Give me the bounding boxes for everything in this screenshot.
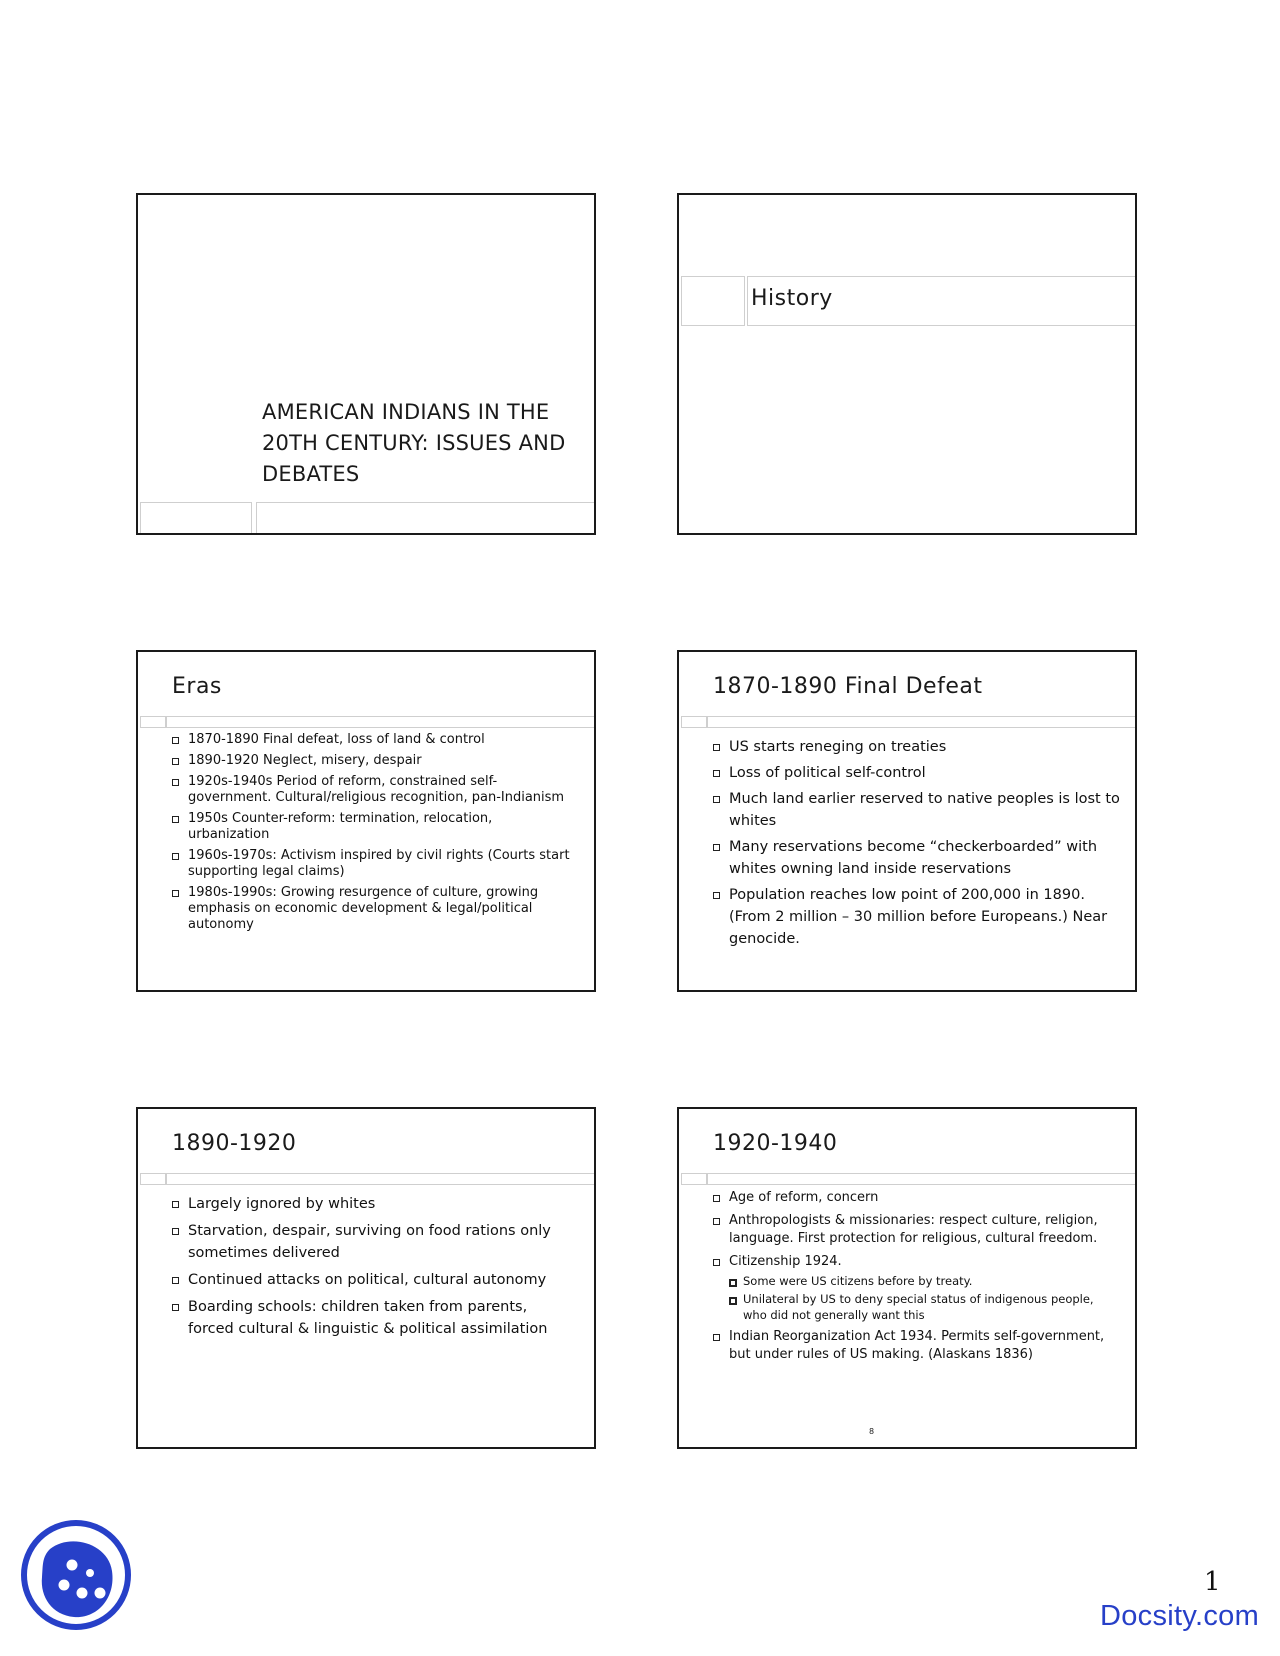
slide-1920-1940 xyxy=(677,1107,1137,1449)
title-divider xyxy=(707,716,1137,728)
title-divider-left xyxy=(681,1173,707,1185)
title-divider xyxy=(707,1173,1137,1185)
sub-bullet-item: Unilateral by US to deny special status of indigenous people, who did not generally want this xyxy=(729,1291,1113,1323)
bullet-text: Citizenship 1924. xyxy=(729,1254,842,1269)
bullet-item: Boarding schools: children taken from parents, forced cultural & linguistic & political assimilation xyxy=(172,1296,572,1340)
slide-1890-1920 xyxy=(136,1107,596,1449)
bullet-item: Starvation, despair, surviving on food rations only sometimes delivered xyxy=(172,1220,572,1264)
bullet-item: Much land earlier reserved to native peoples is lost to whites xyxy=(713,788,1123,832)
bullet-list xyxy=(713,736,1123,954)
footer-box-left xyxy=(140,502,252,535)
presentation-title: AMERICAN INDIANS IN THE 20TH CENTURY: ISSUES AND DEBATES xyxy=(262,400,566,486)
section-bar-left xyxy=(681,276,745,326)
slide-section-history xyxy=(677,193,1137,535)
slide-eras xyxy=(136,650,596,992)
sub-bullet-list xyxy=(729,1273,1113,1323)
bullet-item xyxy=(713,1253,1113,1323)
slide-title: 1920-1940 xyxy=(713,1131,838,1156)
bullet-item: Population reaches low point of 200,000 in 1890. (From 2 million – 30 million before Europeans.) Near genocide. xyxy=(713,884,1123,950)
bullet-item: 1870-1890 Final defeat, loss of land & control xyxy=(172,732,572,748)
bullet-list xyxy=(172,732,572,938)
sub-bullet-item: Some were US citizens before by treaty. xyxy=(729,1273,1113,1289)
bullet-item: 1950s Counter-reform: termination, relocation, urbanization xyxy=(172,811,572,843)
bullet-item: Loss of political self-control xyxy=(713,762,1123,784)
title-divider xyxy=(166,716,596,728)
bullet-item: Many reservations become “checkerboarded” with whites owning land inside reservations xyxy=(713,836,1123,880)
bullet-item: 1920s-1940s Period of reform, constrained self-government. Cultural/religious recognition, pan-Indianism xyxy=(172,774,572,806)
bullet-item: 1960s-1970s: Activism inspired by civil rights (Courts start supporting legal claims) xyxy=(172,848,572,880)
bullet-item: Continued attacks on political, cultural autonomy xyxy=(172,1269,572,1291)
bullet-item: 1980s-1990s: Growing resurgence of culture, growing emphasis on economic development & legal/political autonomy xyxy=(172,885,572,933)
slide-title-card xyxy=(136,193,596,535)
bullet-list xyxy=(172,1193,572,1345)
slide-title: Eras xyxy=(172,674,222,699)
section-title: History xyxy=(751,286,833,311)
title-divider-left xyxy=(681,716,707,728)
docsity-brand-link[interactable]: Docsity.com xyxy=(1100,1600,1260,1632)
bullet-item: Anthropologists & missionaries: respect culture, religion, language. First protection for religious, cultural freedom. xyxy=(713,1212,1113,1248)
page-number: 1 xyxy=(1204,1567,1221,1597)
bullet-item: Largely ignored by whites xyxy=(172,1193,572,1215)
bullet-item: 1890-1920 Neglect, misery, despair xyxy=(172,753,572,769)
title-divider-left xyxy=(140,1173,166,1185)
title-divider-left xyxy=(140,716,166,728)
title-divider xyxy=(166,1173,596,1185)
slide-number: 8 xyxy=(869,1427,875,1436)
bullet-item: US starts reneging on treaties xyxy=(713,736,1123,758)
footer-box-right xyxy=(256,502,596,535)
slide-title: 1870-1890 Final Defeat xyxy=(713,674,983,699)
slide-final-defeat xyxy=(677,650,1137,992)
slide-title: 1890-1920 xyxy=(172,1131,297,1156)
bullet-list xyxy=(713,1189,1113,1369)
bullet-item: Age of reform, concern xyxy=(713,1189,1113,1207)
docsity-logo-icon[interactable] xyxy=(20,1519,132,1635)
bullet-item: Indian Reorganization Act 1934. Permits self-government, but under rules of US making. (Alaskans 1836) xyxy=(713,1328,1113,1364)
